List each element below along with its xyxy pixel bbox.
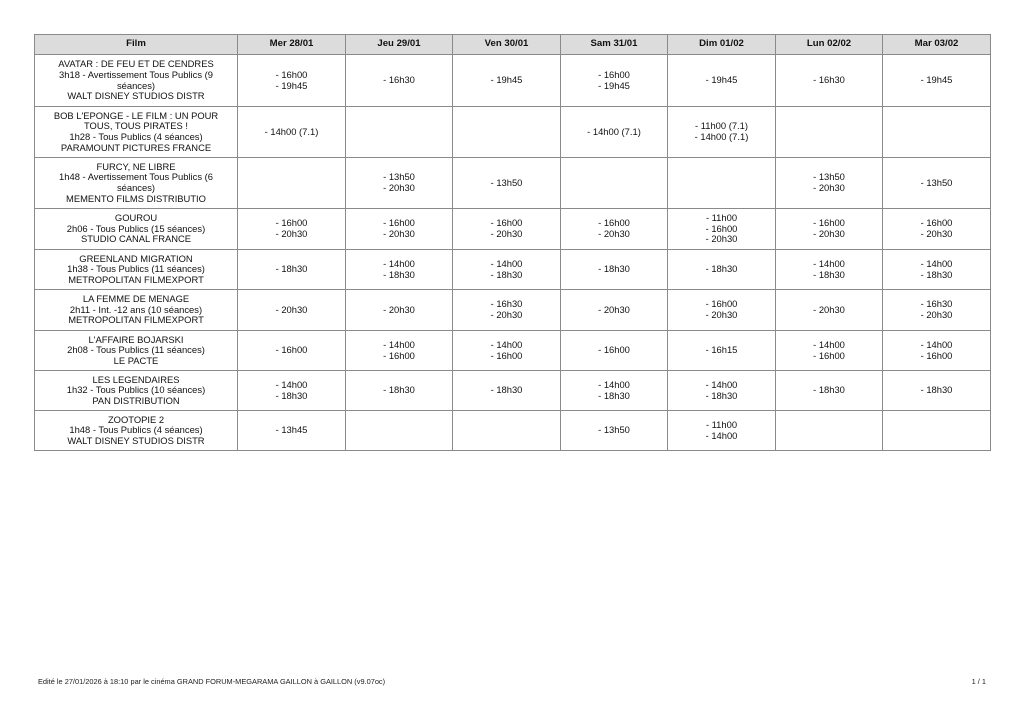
film-info-line: séances) bbox=[116, 182, 156, 193]
showtime-cell bbox=[668, 331, 776, 371]
showtime: - 16h00 bbox=[705, 222, 738, 234]
film-info-line: FURCY, NE LIBRE bbox=[96, 160, 176, 172]
showtime-cell bbox=[453, 55, 561, 107]
showtime-cell bbox=[668, 290, 776, 331]
showtime: - 14h00 bbox=[705, 378, 738, 390]
showtime: - 16h00 bbox=[383, 217, 415, 229]
showtime-cell bbox=[561, 107, 668, 158]
showtime-cell bbox=[561, 371, 668, 411]
film-info-line: 1h28 - Tous Publics (4 séances) bbox=[69, 131, 203, 142]
showtime: - 16h00 bbox=[275, 217, 308, 229]
showtime: - 20h30 bbox=[598, 303, 630, 315]
showtime: - 11h00 bbox=[705, 418, 738, 430]
header-day: Ven 30/01 bbox=[453, 35, 561, 55]
showtime-cell bbox=[776, 331, 883, 371]
showtime-cell bbox=[346, 411, 453, 451]
showtime-cell bbox=[883, 55, 991, 107]
showtime-cell bbox=[883, 107, 991, 158]
showtime: - 18h30 bbox=[490, 384, 523, 396]
showtime-cell bbox=[776, 158, 883, 209]
film-info-line: GREENLAND MIGRATION bbox=[79, 252, 193, 264]
film-cell bbox=[35, 158, 238, 209]
showtime: - 16h00 bbox=[705, 298, 738, 310]
showtime-cell bbox=[238, 209, 346, 250]
showtime: - 14h00 bbox=[920, 338, 953, 350]
showtime-cell bbox=[453, 158, 561, 209]
header-day: Mar 03/02 bbox=[883, 35, 991, 55]
film-cell bbox=[35, 371, 238, 411]
showtime: - 20h30 bbox=[920, 309, 953, 320]
showtime-cell bbox=[238, 290, 346, 331]
showtime-cell bbox=[346, 55, 453, 107]
showtime-cell bbox=[776, 209, 883, 250]
film-cell bbox=[35, 411, 238, 451]
film-info-line: 1h48 - Avertissement Tous Publics (6 bbox=[59, 171, 213, 183]
table-row bbox=[35, 331, 991, 371]
showtime-cell bbox=[346, 331, 453, 371]
table-row bbox=[35, 107, 991, 158]
showtime: - 18h30 bbox=[275, 263, 308, 275]
film-info-line: METROPOLITAN FILMEXPORT bbox=[68, 314, 204, 326]
showtime: - 16h00 bbox=[383, 349, 415, 361]
showtime: - 20h30 bbox=[490, 228, 523, 239]
showtime: - 16h00 bbox=[598, 217, 630, 229]
header-film: Film bbox=[35, 35, 238, 55]
showtime-cell bbox=[561, 158, 668, 209]
showtime: - 18h30 bbox=[920, 384, 953, 396]
showtime: - 11h00 (7.1) bbox=[695, 120, 748, 132]
showtime: - 16h30 bbox=[813, 74, 845, 86]
showtime: - 13h50 bbox=[490, 176, 523, 188]
film-info-line: LES LEGENDAIRES bbox=[92, 373, 180, 385]
film-info-line: ZOOTOPIE 2 bbox=[107, 413, 165, 425]
showtime: - 20h30 bbox=[813, 228, 845, 239]
showtime-cell bbox=[238, 158, 346, 209]
showtime: - 19h45 bbox=[490, 74, 523, 86]
showtime: - 13h50 bbox=[383, 171, 415, 183]
showtime-cell bbox=[453, 411, 561, 451]
showtime-cell bbox=[668, 250, 776, 290]
showtime: - 20h30 bbox=[705, 309, 738, 320]
showtime: - 20h30 bbox=[920, 228, 953, 239]
showtime-cell bbox=[776, 107, 883, 158]
showtime: - 16h00 bbox=[598, 344, 630, 356]
showtime: - 20h30 bbox=[275, 303, 308, 315]
film-cell bbox=[35, 290, 238, 331]
table-row bbox=[35, 250, 991, 290]
showtime: - 14h00 (7.1) bbox=[587, 125, 641, 137]
showtime-cell bbox=[346, 250, 453, 290]
showtime: - 16h00 bbox=[275, 344, 308, 356]
film-cell bbox=[35, 250, 238, 290]
showtime: - 14h00 bbox=[275, 378, 308, 390]
showtime-cell bbox=[776, 55, 883, 107]
showtime-cell bbox=[346, 209, 453, 250]
showtime: - 14h00 bbox=[383, 257, 415, 269]
showtime: - 16h00 bbox=[813, 349, 845, 361]
showtime: - 19h45 bbox=[598, 79, 630, 91]
showtime-cell bbox=[776, 290, 883, 331]
showtime: - 18h30 bbox=[705, 389, 738, 401]
footer-page-number: 1 / 1 bbox=[971, 677, 986, 686]
film-info-line: STUDIO CANAL FRANCE bbox=[80, 233, 192, 245]
film-info-line: METROPOLITAN FILMEXPORT bbox=[68, 273, 204, 285]
film-info-line: GOUROU bbox=[114, 212, 158, 224]
showtime-cell bbox=[561, 250, 668, 290]
film-info-line: TOUS, TOUS PIRATES ! bbox=[83, 120, 189, 132]
showtime: - 20h30 bbox=[490, 309, 523, 320]
showtime: - 14h00 bbox=[813, 257, 845, 269]
film-cell bbox=[35, 209, 238, 250]
film-info-line: séances) bbox=[116, 79, 156, 91]
showtime-cell bbox=[883, 411, 991, 451]
showtime-cell bbox=[883, 209, 991, 250]
showtime: - 18h30 bbox=[598, 389, 630, 401]
showtime-cell bbox=[668, 371, 776, 411]
showtime: - 16h00 bbox=[920, 217, 953, 229]
showtime: - 19h45 bbox=[705, 74, 738, 86]
showtime: - 16h30 bbox=[383, 74, 415, 86]
showtime: - 14h00 bbox=[813, 338, 845, 350]
showtime-cell bbox=[346, 290, 453, 331]
showtime-cell bbox=[883, 158, 991, 209]
showtime: - 20h30 bbox=[705, 233, 738, 245]
header-day: Lun 02/02 bbox=[776, 35, 883, 55]
film-info-line: 1h48 - Tous Publics (4 séances) bbox=[69, 424, 203, 436]
showtime-cell bbox=[346, 371, 453, 411]
showtimes-table bbox=[34, 34, 991, 451]
showtime: - 20h30 bbox=[383, 303, 415, 315]
showtime-cell bbox=[238, 250, 346, 290]
showtime-cell bbox=[883, 371, 991, 411]
showtime: - 13h50 bbox=[920, 176, 953, 188]
film-cell bbox=[35, 331, 238, 371]
showtime-cell bbox=[883, 331, 991, 371]
showtime: - 14h00 bbox=[705, 429, 738, 441]
showtime: - 19h45 bbox=[920, 74, 953, 86]
showtime: - 16h00 bbox=[813, 217, 845, 229]
showtime-cell bbox=[561, 331, 668, 371]
film-cell bbox=[35, 107, 238, 158]
table-body bbox=[35, 55, 991, 451]
showtime: - 13h45 bbox=[275, 424, 308, 436]
film-info-line: MEMENTO FILMS DISTRIBUTIO bbox=[66, 192, 206, 204]
showtime-cell bbox=[668, 209, 776, 250]
table-row bbox=[35, 371, 991, 411]
film-info-line: WALT DISNEY STUDIOS DISTR bbox=[67, 434, 205, 446]
showtime: - 11h00 bbox=[705, 212, 738, 224]
showtime-cell bbox=[883, 290, 991, 331]
showtime: - 14h00 bbox=[490, 257, 523, 269]
table-row bbox=[35, 158, 991, 209]
showtime: - 16h15 bbox=[705, 344, 738, 356]
showtime: - 16h30 bbox=[490, 298, 523, 310]
showtime-cell bbox=[238, 107, 346, 158]
showtime-cell bbox=[561, 290, 668, 331]
showtime-cell bbox=[561, 55, 668, 107]
table-row bbox=[35, 55, 991, 107]
showtime-cell bbox=[776, 371, 883, 411]
showtime: - 18h30 bbox=[490, 268, 523, 280]
table-row bbox=[35, 411, 991, 451]
showtime: - 20h30 bbox=[383, 228, 415, 239]
showtime: - 20h30 bbox=[598, 228, 630, 239]
header-day: Sam 31/01 bbox=[561, 35, 668, 55]
film-info-line: PARAMOUNT PICTURES FRANCE bbox=[60, 141, 212, 153]
table-row bbox=[35, 209, 991, 250]
showtime: - 18h30 bbox=[598, 263, 630, 275]
showtime: - 14h00 bbox=[598, 378, 630, 390]
showtime: - 14h00 bbox=[383, 338, 415, 350]
showtime-cell bbox=[776, 250, 883, 290]
film-info-line: 2h06 - Tous Publics (15 séances) bbox=[66, 222, 206, 234]
showtime-cell bbox=[238, 331, 346, 371]
film-info-line: LA FEMME DE MENAGE bbox=[82, 293, 190, 305]
showtime: - 16h30 bbox=[920, 298, 953, 310]
showtime: - 18h30 bbox=[813, 384, 845, 396]
film-info-line: 1h32 - Tous Publics (10 séances) bbox=[66, 384, 206, 396]
showtime-cell bbox=[883, 250, 991, 290]
showtime: - 16h00 bbox=[490, 217, 523, 229]
showtime: - 18h30 bbox=[383, 384, 415, 396]
showtime-cell bbox=[453, 209, 561, 250]
showtime: - 16h00 bbox=[920, 349, 953, 361]
film-info-line: BOB L'EPONGE - LE FILM : UN POUR bbox=[53, 109, 219, 121]
film-info-line: WALT DISNEY STUDIOS DISTR bbox=[67, 90, 205, 102]
header-day: Dim 01/02 bbox=[668, 35, 776, 55]
film-info-line: 1h38 - Tous Publics (11 séances) bbox=[67, 263, 205, 275]
showtime: - 19h45 bbox=[275, 79, 308, 91]
showtime: - 16h00 bbox=[275, 68, 308, 80]
showtime-cell bbox=[561, 209, 668, 250]
showtime: - 14h00 bbox=[490, 338, 523, 350]
header-row bbox=[35, 35, 991, 55]
showtime: - 18h30 bbox=[383, 268, 415, 280]
showtime: - 18h30 bbox=[705, 263, 738, 275]
showtime: - 16h00 bbox=[598, 68, 630, 80]
showtime-cell bbox=[453, 371, 561, 411]
film-info-line: 3h18 - Avertissement Tous Publics (9 bbox=[59, 68, 213, 80]
showtime-cell bbox=[668, 411, 776, 451]
showtime: - 20h30 bbox=[275, 228, 308, 239]
showtime-cell bbox=[238, 55, 346, 107]
showtime: - 14h00 (7.1) bbox=[694, 131, 749, 142]
header-day: Jeu 29/01 bbox=[346, 35, 453, 55]
film-info-line: PAN DISTRIBUTION bbox=[92, 394, 180, 406]
showtime: - 13h50 bbox=[813, 171, 845, 183]
showtime-cell bbox=[668, 55, 776, 107]
film-cell bbox=[35, 55, 238, 107]
showtime-cell bbox=[453, 107, 561, 158]
showtime: - 18h30 bbox=[813, 268, 845, 280]
showtime-cell bbox=[453, 250, 561, 290]
showtime-cell bbox=[346, 158, 453, 209]
showtime: - 18h30 bbox=[275, 389, 308, 401]
showtime: - 16h00 bbox=[490, 349, 523, 361]
showtime-cell bbox=[238, 411, 346, 451]
film-info-line: L'AFFAIRE BOJARSKI bbox=[88, 333, 184, 345]
showtime: - 14h00 bbox=[920, 257, 953, 269]
film-info-line: 2h11 - Int. -12 ans (10 séances) bbox=[69, 303, 203, 315]
footer-edition-info: Edité le 27/01/2026 à 18:10 par le cinéma GRAND FORUM-MEGARAMA GAILLON à GAILLON (v9.07oc) bbox=[38, 677, 386, 686]
showtime-cell bbox=[453, 331, 561, 371]
showtime: - 14h00 (7.1) bbox=[264, 125, 319, 137]
showtime-cell bbox=[668, 107, 776, 158]
showtime: - 13h50 bbox=[598, 424, 630, 436]
showtime: - 20h30 bbox=[383, 182, 415, 193]
film-info-line: 2h08 - Tous Publics (11 séances) bbox=[67, 344, 205, 356]
showtime-cell bbox=[453, 290, 561, 331]
film-info-line: LE PACTE bbox=[113, 354, 159, 366]
showtime: - 20h30 bbox=[813, 182, 845, 193]
showtime-cell bbox=[238, 371, 346, 411]
showtime-cell bbox=[776, 411, 883, 451]
film-info-line: AVATAR : DE FEU ET DE CENDRES bbox=[58, 58, 214, 70]
header-day: Mer 28/01 bbox=[238, 35, 346, 55]
showtime: - 18h30 bbox=[920, 268, 953, 280]
table-row bbox=[35, 290, 991, 331]
showtime-cell bbox=[561, 411, 668, 451]
showtime: - 20h30 bbox=[813, 303, 845, 315]
showtime-cell bbox=[346, 107, 453, 158]
showtime-cell bbox=[668, 158, 776, 209]
